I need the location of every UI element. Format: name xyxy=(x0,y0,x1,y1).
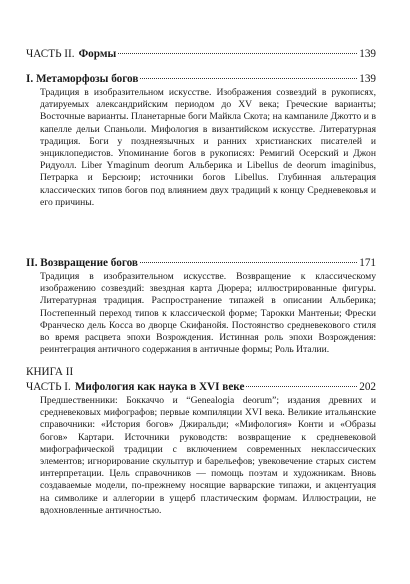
entry-page: 202 xyxy=(359,381,376,393)
toc-entry-return-of-gods[interactable] xyxy=(26,256,376,270)
entry-page: 171 xyxy=(359,257,376,269)
entry-title: I. Метаморфозы богов xyxy=(26,73,139,85)
entry-page: 139 xyxy=(359,73,376,85)
leader-dots xyxy=(118,53,357,54)
entry-description: Традиция в изобразительном искусстве. Возвращение к классическому изображению созвездий: звездная карта Дюрера; иллюстрированные фигуры. Литературная традиция. Распространение типажей в описании Альберика; Постепенный переход типов к классической форме; Тарокки Мантеньи; Фрески Франческо дель Косса во дворце Скифанойя. Постоянство средневекового стиля во время расцвета эпохи Возрождения. Истинная роль эпохи Возрождения: реинтеграция античного содержания в античные формы; Роль Италии. xyxy=(40,271,376,356)
toc-entry-metamorphoses[interactable] xyxy=(26,72,376,86)
entry-title: Формы xyxy=(78,48,117,60)
leader-dots xyxy=(140,262,357,263)
toc-entry-mythology-science[interactable] xyxy=(26,380,376,394)
leader-dots xyxy=(246,386,357,387)
entry-description: Традиция в изобразительном искусстве. Изображения созвездий в рукописях, датируемых александрийским периодом до XV века; Греческие варианты; Восточные варианты. Планетарные боги Майкла Скота; на кампаниле Джотто и в капелле дельи Спаньоли. Мифология в византийском искусстве. Литературная традиция. Боги у позднеязычных и ранних христианских писателей и энциклопедистов. Упоминание богов в рукописях: Ремигий Осерский и Джон Ридуолл. Liber Ymaginum deorum Альберика и Libellus de deorum imaginibus, Петрарка и Берсюир; источники богов Libellus. Глубинная альтерация классических типов богов под влиянием двух традиций к концу Средневековья и его причины. xyxy=(40,87,376,208)
entry-label: ЧАСТЬ I. xyxy=(26,381,71,393)
toc-entry-part-2[interactable] xyxy=(26,47,376,61)
entry-label: ЧАСТЬ II. xyxy=(26,48,75,60)
entry-title: II. Возвращение богов xyxy=(26,257,138,269)
leader-dots xyxy=(140,78,357,79)
book-heading: КНИГА II xyxy=(26,366,74,378)
entry-description: Предшественники: Боккаччо и “Genealogia deorum”; издания древних и средневековых мифографов; первые компиляции XVI века. Великие итальянские справочники: «История богов» Джиральди; «Мифология» Конти и «Образы богов» Картари. Источники руководств: возвращение к средневековой мифографической традиции с включением современных неклассических элементов; игнорирование скульптур и барельефов; увековечение старых систем интерпретации. Цель справочников — помощь поэтам и художникам. Вновь создаваемые модели, по-прежнему носящие варварские типажи, и акцентуация на символике и аллегории в ущерб пластическим формам. Иллюстрации, не вдохновленные античностью. xyxy=(40,395,376,516)
entry-title: Мифология как наука в XVI веке xyxy=(74,381,245,393)
entry-page: 139 xyxy=(359,48,376,60)
